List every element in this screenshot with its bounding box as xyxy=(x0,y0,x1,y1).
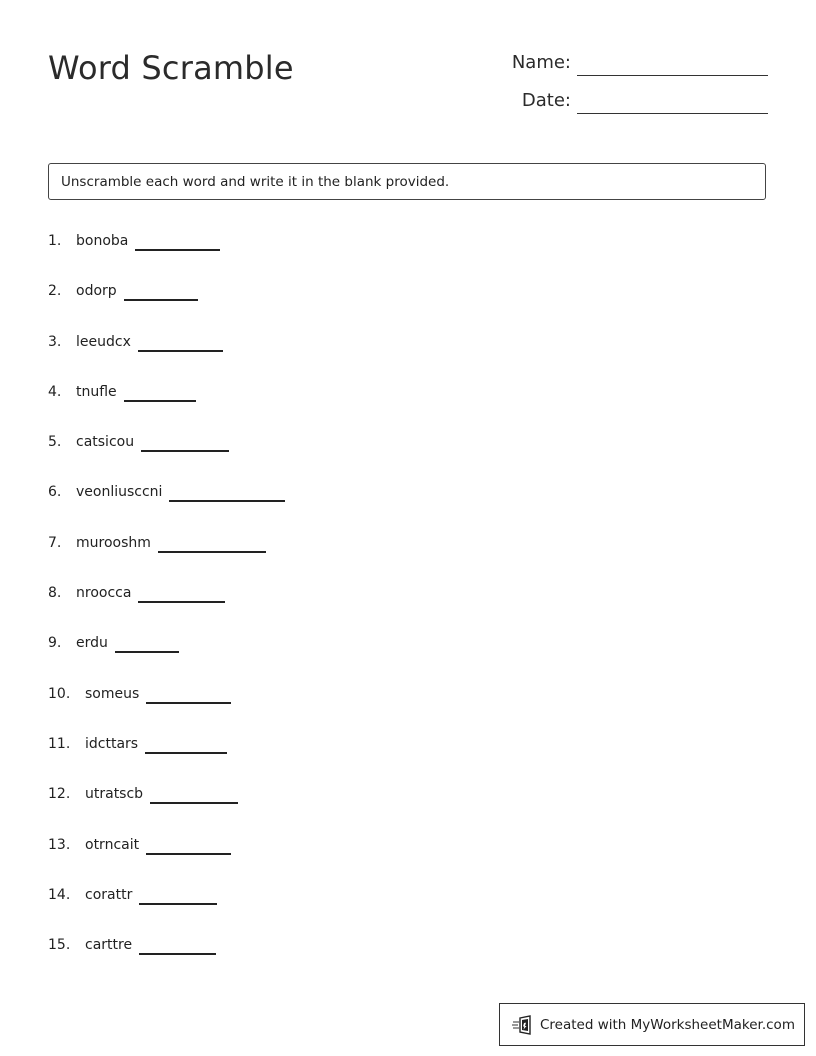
scrambled-word: erdu xyxy=(76,635,108,652)
worksheet-maker-logo-icon xyxy=(512,1014,534,1036)
answer-blank xyxy=(150,802,238,804)
item-number: 7. xyxy=(48,534,62,551)
scrambled-word: idcttars xyxy=(85,735,139,752)
answer-blank xyxy=(158,551,266,553)
item-number: 2. xyxy=(48,283,62,300)
answer-blank xyxy=(124,299,198,301)
list-item xyxy=(48,282,285,332)
list-item xyxy=(48,333,285,383)
scrambled-word: corattr xyxy=(85,886,133,903)
item-number: 10. xyxy=(48,685,71,702)
answer-blank xyxy=(141,450,229,452)
answer-blank xyxy=(146,853,231,855)
item-number: 9. xyxy=(48,635,62,652)
list-item xyxy=(48,383,285,433)
list-item xyxy=(48,483,285,533)
item-number: 4. xyxy=(48,383,62,400)
list-item xyxy=(48,735,285,785)
list-item xyxy=(48,836,285,886)
list-item xyxy=(48,886,285,936)
item-number: 8. xyxy=(48,585,62,602)
item-number: 14. xyxy=(48,886,71,903)
page-title: Word Scramble xyxy=(48,49,294,87)
item-number: 5. xyxy=(48,434,62,451)
answer-blank xyxy=(145,752,227,754)
list-item xyxy=(48,785,285,835)
answer-blank xyxy=(169,500,285,502)
list-item xyxy=(48,634,285,684)
scrambled-word: bonoba xyxy=(76,233,129,249)
answer-blank xyxy=(135,249,220,251)
item-number: 3. xyxy=(48,333,62,350)
item-number: 1. xyxy=(48,233,62,249)
scrambled-word: otrncait xyxy=(85,836,140,853)
list-item xyxy=(48,433,285,483)
footer-credit xyxy=(499,1003,805,1046)
list-item xyxy=(48,685,285,735)
list-item xyxy=(48,584,285,634)
item-number: 12. xyxy=(48,786,71,803)
scrambled-word: catsicou xyxy=(76,434,135,451)
date-blank-line xyxy=(577,113,768,114)
scrambled-word: someus xyxy=(85,685,140,702)
scrambled-word: carttre xyxy=(85,937,133,954)
scrambled-word: utratscb xyxy=(85,786,144,803)
item-number: 13. xyxy=(48,836,71,853)
name-label: Name: xyxy=(511,52,571,73)
answer-blank xyxy=(138,601,225,603)
footer-text: Created with MyWorksheetMaker.com xyxy=(540,1016,795,1033)
list-item xyxy=(48,534,285,584)
scrambled-word: odorp xyxy=(76,283,117,300)
scrambled-word: tnufle xyxy=(76,383,117,400)
name-blank-line xyxy=(577,75,768,76)
name-field xyxy=(512,52,768,74)
scrambled-word: leeudcx xyxy=(76,333,131,350)
scrambled-word: nroocca xyxy=(76,585,132,602)
list-item xyxy=(48,936,285,986)
date-label: Date: xyxy=(521,90,571,111)
scrambled-word: murooshm xyxy=(76,534,151,551)
item-number: 6. xyxy=(48,484,62,501)
scrambled-word: veonliusccni xyxy=(76,484,163,501)
instructions-box: Unscramble each word and write it in the blank provided. xyxy=(48,163,766,200)
list-item xyxy=(48,232,285,282)
answer-blank xyxy=(139,953,216,955)
date-field xyxy=(522,90,768,112)
item-number: 11. xyxy=(48,735,71,752)
word-list xyxy=(48,232,285,986)
answer-blank xyxy=(138,350,223,352)
answer-blank xyxy=(139,903,217,905)
answer-blank xyxy=(115,651,179,653)
answer-blank xyxy=(146,702,231,704)
item-number: 15. xyxy=(48,937,71,954)
answer-blank xyxy=(124,400,196,402)
